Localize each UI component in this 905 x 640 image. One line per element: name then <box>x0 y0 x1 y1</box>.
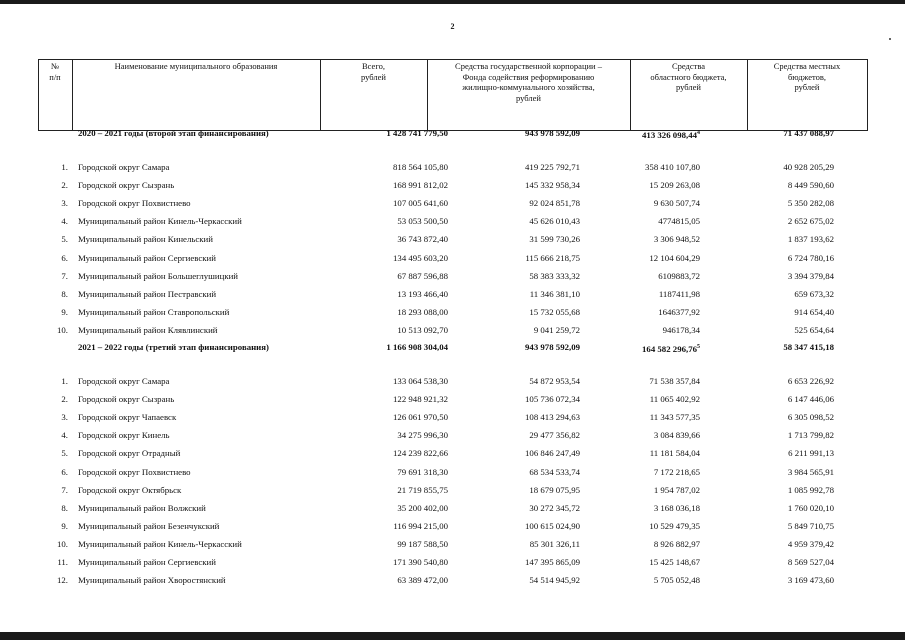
total-amount: 116 994 215,00 <box>393 520 448 531</box>
total-amount: 122 948 921,32 <box>393 394 448 405</box>
fund-amount: 29 477 356,82 <box>529 430 580 441</box>
scan-top-border <box>0 0 905 4</box>
header-local: Средства местных бюджетов, рублей <box>773 61 841 92</box>
scan-bottom-border <box>0 632 905 640</box>
fund-amount: 419 225 792,71 <box>525 162 580 172</box>
total-amount: 18 293 088,00 <box>397 306 448 317</box>
total-amount: 79 691 318,30 <box>397 466 448 477</box>
table-row <box>38 179 868 191</box>
total-amount: 168 991 812,02 <box>393 180 448 191</box>
regional-amount: 6109883,72 <box>658 270 700 281</box>
local-amount: 1 713 799,82 <box>787 430 834 441</box>
footnote-mark: 5 <box>697 344 700 350</box>
municipality-name: Муниципальный район Хворостянский <box>78 575 226 586</box>
total-amount: 67 887 596,88 <box>397 270 448 281</box>
fund-amount: 54 872 953,54 <box>529 376 580 386</box>
regional-amount: 8 926 882,97 <box>653 538 700 549</box>
municipality-name: Городской округ Самара <box>78 162 170 172</box>
total-amount: 35 200 402,00 <box>397 502 448 513</box>
table-row <box>38 556 868 568</box>
table-row <box>38 197 868 209</box>
table-row <box>38 270 868 282</box>
scan-speck <box>889 38 891 40</box>
fund-amount: 106 846 247,49 <box>525 448 580 459</box>
local-amount: 659 673,32 <box>794 288 834 299</box>
total-amount: 36 743 872,40 <box>397 234 448 245</box>
section-total: 1 166 908 304,04 <box>386 342 448 352</box>
total-amount: 171 390 540,80 <box>393 557 448 567</box>
row-number: 1. <box>61 162 68 172</box>
table-row <box>38 215 868 227</box>
municipality-name: Городской округ Похвистнево <box>78 466 191 477</box>
local-amount: 40 928 205,29 <box>783 162 834 172</box>
total-amount: 34 275 996,30 <box>397 430 448 441</box>
municipality-name: Городской округ Похвистнево <box>78 198 191 209</box>
municipality-name: Городской округ Чапаевск <box>78 412 177 423</box>
fund-amount: 108 413 294,63 <box>525 412 580 423</box>
row-number: 5. <box>61 448 68 459</box>
page-number: 2 <box>450 22 455 31</box>
table-row <box>38 288 868 300</box>
table-row <box>38 233 868 245</box>
table-row <box>38 252 868 264</box>
header-num: № п/п <box>49 61 61 82</box>
municipality-name: Муниципальный район Кинель-Черкасский <box>78 216 242 227</box>
total-amount: 134 495 603,20 <box>393 252 448 263</box>
row-number: 4. <box>61 430 68 441</box>
row-number: 7. <box>61 270 68 281</box>
local-amount: 5 350 282,08 <box>787 198 834 209</box>
table-row <box>38 538 868 550</box>
local-amount: 1 085 992,78 <box>787 484 834 495</box>
municipality-name: Муниципальный район Ставропольский <box>78 306 230 317</box>
total-amount: 53 053 500,50 <box>397 216 448 227</box>
row-number: 2. <box>61 394 68 405</box>
local-amount: 4 959 379,42 <box>787 538 834 549</box>
regional-amount: 3 168 036,18 <box>653 502 700 513</box>
row-number: 5. <box>61 234 68 245</box>
fund-amount: 58 383 333,32 <box>529 270 580 281</box>
total-amount: 21 719 855,75 <box>397 484 448 495</box>
fund-amount: 85 301 326,11 <box>529 538 580 549</box>
table-row <box>38 447 868 459</box>
municipality-name: Городской округ Самара <box>78 376 170 386</box>
municipality-name: Городской округ Сызрань <box>78 394 175 405</box>
regional-amount: 12 104 604,29 <box>649 252 700 263</box>
header-fund: Средства государственной корпорации – Фонда содействия реформированию жилищно-коммунального хозяйства, рублей <box>455 61 602 103</box>
fund-amount: 18 679 075,95 <box>529 484 580 495</box>
table-row <box>38 502 868 514</box>
total-amount: 13 193 466,40 <box>397 288 448 299</box>
section-fund: 943 978 592,09 <box>525 342 580 352</box>
section-regional: 164 582 296,76$^5$ <box>642 344 700 354</box>
table-row <box>38 574 868 586</box>
total-amount: 818 564 105,80 <box>393 162 448 172</box>
local-amount: 3 984 565,91 <box>787 466 834 477</box>
row-number: 9. <box>61 520 68 531</box>
row-number: 4. <box>61 216 68 227</box>
header-total: Всего, рублей <box>361 61 386 82</box>
row-number: 6. <box>61 466 68 477</box>
total-amount: 126 061 970,50 <box>393 412 448 423</box>
section-local: 71 437 088,97 <box>783 128 834 138</box>
regional-amount: 71 538 357,84 <box>649 376 700 386</box>
row-number: 9. <box>61 306 68 317</box>
fund-amount: 68 534 533,74 <box>529 466 580 477</box>
section-title: 2021 – 2022 годы (третий этап финансирования) <box>78 342 269 352</box>
local-amount: 1 837 193,62 <box>787 234 834 245</box>
header-regional: Средства областного бюджета, рублей <box>650 61 727 92</box>
regional-amount: 11 181 584,04 <box>649 448 700 459</box>
municipality-name: Городской округ Октябрьск <box>78 484 182 495</box>
table-row <box>38 520 868 532</box>
table-row <box>38 466 868 478</box>
municipality-name: Городской округ Кинель <box>78 430 170 441</box>
section-regional: 413 326 098,44$^4$ <box>642 130 700 140</box>
table-row <box>38 161 868 173</box>
total-amount: 133 064 538,30 <box>393 376 448 386</box>
regional-amount: 358 410 107,80 <box>645 162 700 172</box>
table-row <box>38 306 868 318</box>
row-number: 1. <box>61 376 68 386</box>
local-amount: 3 169 473,60 <box>787 575 834 586</box>
regional-amount: 11 065 402,92 <box>649 394 700 405</box>
local-amount: 1 760 020,10 <box>787 502 834 513</box>
local-amount: 8 569 527,04 <box>787 557 834 567</box>
regional-amount: 3 306 948,52 <box>653 234 700 245</box>
fund-amount: 147 395 865,09 <box>525 557 580 567</box>
regional-amount: 15 425 148,67 <box>649 557 700 567</box>
row-number: 2. <box>61 180 68 191</box>
fund-amount: 45 626 010,43 <box>529 216 580 227</box>
municipality-name: Городской округ Сызрань <box>78 180 175 191</box>
regional-amount: 1187411,98 <box>658 288 700 299</box>
municipality-name: Муниципальный район Большеглушицкий <box>78 270 239 281</box>
total-amount: 124 239 822,66 <box>393 448 448 459</box>
regional-amount: 4774815,05 <box>658 216 700 227</box>
total-amount: 63 389 472,00 <box>397 575 448 586</box>
fund-amount: 11 346 381,10 <box>529 288 580 299</box>
table-row <box>38 484 868 496</box>
local-amount: 6 653 226,92 <box>787 376 834 386</box>
local-amount: 6 211 991,13 <box>788 448 834 459</box>
local-amount: 6 305 098,52 <box>787 412 834 423</box>
row-number: 10. <box>57 538 68 549</box>
fund-amount: 145 332 958,34 <box>525 180 580 191</box>
regional-amount: 1646377,92 <box>658 306 700 317</box>
municipality-name: Муниципальный район Кинельский <box>78 234 213 245</box>
total-amount: 10 513 092,70 <box>397 324 448 335</box>
section-total: 1 428 741 779,50 <box>386 128 448 138</box>
local-amount: 525 654,64 <box>794 324 834 335</box>
row-number: 10. <box>57 324 68 335</box>
municipality-name: Муниципальный район Пестравский <box>78 288 217 299</box>
section-local: 58 347 415,18 <box>783 342 834 352</box>
regional-amount: 15 209 263,08 <box>649 180 700 191</box>
fund-amount: 31 599 730,26 <box>529 234 580 245</box>
table-row <box>38 411 868 423</box>
regional-amount: 9 630 507,74 <box>653 198 700 209</box>
table-row <box>38 393 868 405</box>
section-title: 2020 – 2021 годы (второй этап финансирования) <box>78 128 269 138</box>
section-total-row <box>38 341 868 353</box>
local-amount: 2 652 675,02 <box>787 216 834 227</box>
municipality-name: Муниципальный район Сергиевский <box>78 557 216 567</box>
regional-amount: 11 343 577,35 <box>649 412 700 423</box>
local-amount: 6 147 446,06 <box>787 394 834 405</box>
regional-amount: 10 529 479,35 <box>649 520 700 531</box>
section-fund: 943 978 592,09 <box>525 128 580 138</box>
table-header-grid <box>38 59 868 131</box>
fund-amount: 9 041 259,72 <box>533 324 580 335</box>
local-amount: 5 849 710,75 <box>787 520 834 531</box>
footnote-mark: 4 <box>697 130 700 136</box>
local-amount: 914 654,40 <box>794 306 834 317</box>
table-row <box>38 429 868 441</box>
header-name: Наименование муниципального образования <box>114 61 278 71</box>
municipality-name: Муниципальный район Клявлинский <box>78 324 218 335</box>
row-number: 11. <box>57 557 68 567</box>
municipality-name: Муниципальный район Кинель-Черкасский <box>78 538 242 549</box>
municipality-name: Муниципальный район Волжский <box>78 502 206 513</box>
row-number: 3. <box>61 198 68 209</box>
regional-amount: 7 172 218,65 <box>653 466 700 477</box>
municipality-name: Муниципальный район Сергиевский <box>78 252 216 263</box>
regional-amount: 1 954 787,02 <box>653 484 700 495</box>
fund-amount: 54 514 945,92 <box>529 575 580 586</box>
table-row <box>38 375 868 387</box>
section-total-row <box>38 127 868 139</box>
local-amount: 3 394 379,84 <box>787 270 834 281</box>
local-amount: 8 449 590,60 <box>787 180 834 191</box>
row-number: 12. <box>57 575 68 586</box>
row-number: 8. <box>61 502 68 513</box>
fund-amount: 100 615 024,90 <box>525 520 580 531</box>
municipality-name: Городской округ Отрадный <box>78 448 181 459</box>
regional-amount: 946178,34 <box>662 324 700 335</box>
row-number: 8. <box>61 288 68 299</box>
fund-amount: 92 024 851,78 <box>529 198 580 209</box>
fund-amount: 115 666 218,75 <box>525 252 580 263</box>
fund-amount: 105 736 072,34 <box>525 394 580 405</box>
fund-amount: 30 272 345,72 <box>529 502 580 513</box>
row-number: 6. <box>61 252 68 263</box>
regional-amount: 5 705 052,48 <box>653 575 700 586</box>
table-row <box>38 324 868 336</box>
local-amount: 6 724 780,16 <box>787 252 834 263</box>
row-number: 3. <box>61 412 68 423</box>
municipality-name: Муниципальный район Безенчукский <box>78 520 220 531</box>
total-amount: 107 005 641,60 <box>393 198 448 209</box>
total-amount: 99 187 588,50 <box>397 538 448 549</box>
regional-amount: 3 084 839,66 <box>653 430 700 441</box>
row-number: 7. <box>61 484 68 495</box>
fund-amount: 15 732 055,68 <box>529 306 580 317</box>
